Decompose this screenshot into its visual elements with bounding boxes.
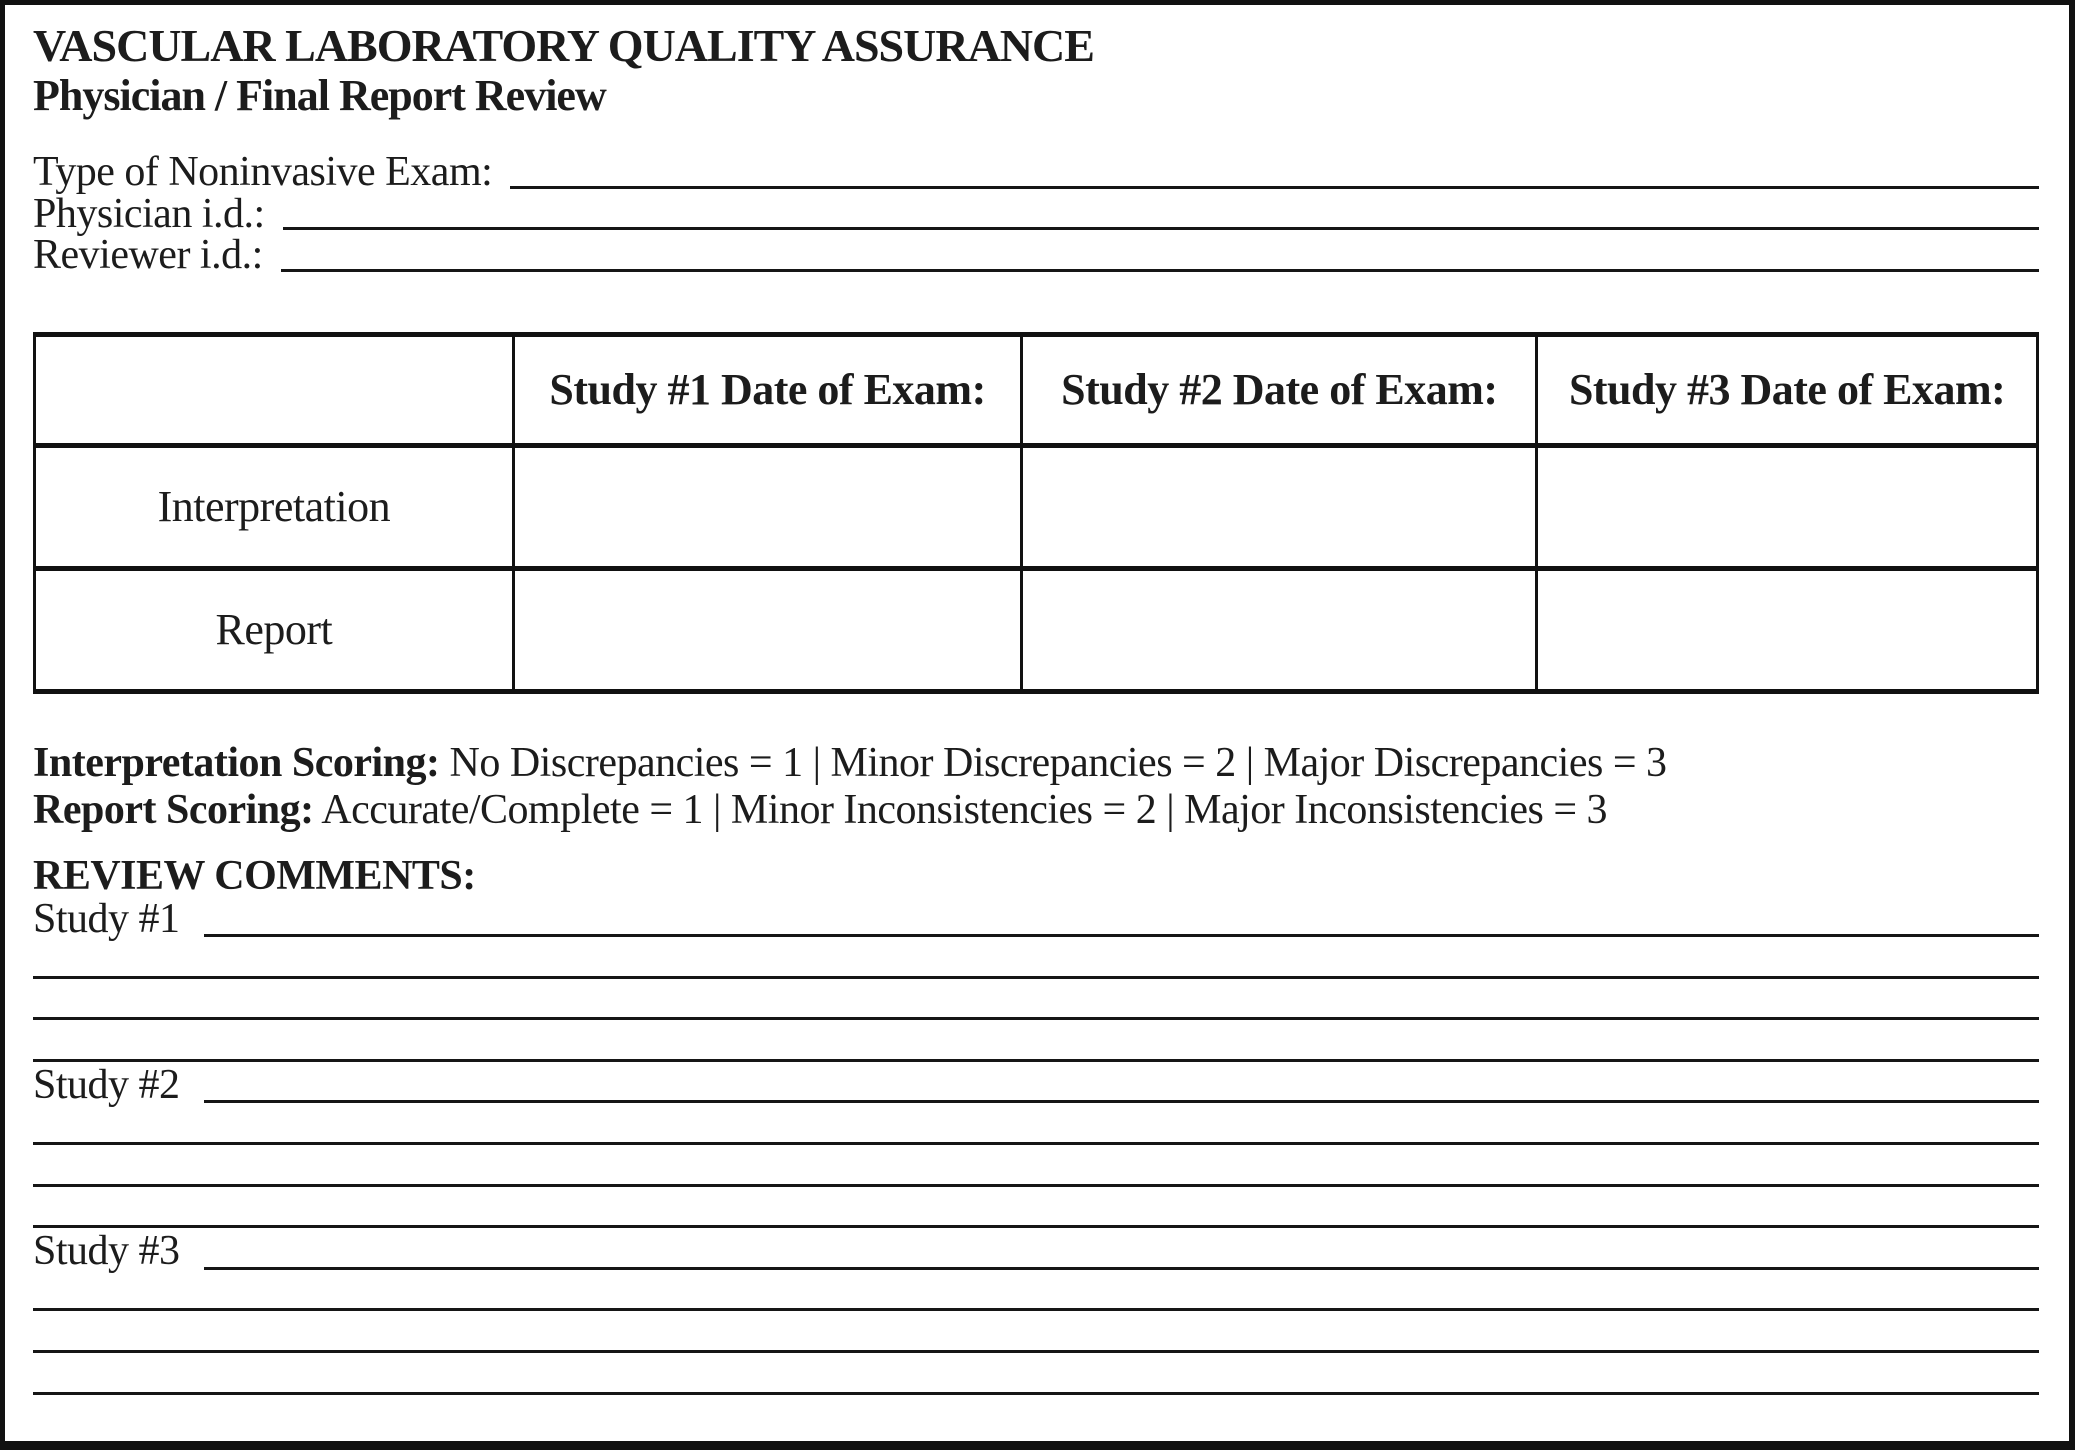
- reviewer-id-label: Reviewer i.d.:: [33, 232, 263, 278]
- study-1-label: Study #1: [33, 895, 180, 942]
- study-2-label: Study #2: [33, 1061, 180, 1108]
- review-comments-lines: [33, 896, 2039, 1395]
- review-comments-heading: REVIEW COMMENTS:: [33, 852, 476, 899]
- study-1-comment-line[interactable]: [33, 979, 2039, 1021]
- interpretation-scoring-line: [33, 740, 2039, 787]
- study-3-comment-line[interactable]: [33, 1270, 2039, 1312]
- study-1-comment-row: [33, 895, 2039, 942]
- study-2-comment-line[interactable]: [33, 1145, 2039, 1187]
- table-header-row: [35, 334, 2038, 445]
- scores-table: [33, 332, 2039, 694]
- report-scoring-text: Accurate/Complete = 1 | Minor Inconsistencies = 2 | Major Inconsistencies = 3: [313, 786, 1608, 833]
- interpretation-scoring-label: Interpretation Scoring:: [33, 739, 440, 786]
- field-row-physician-id: [33, 190, 2039, 237]
- study-2-comment-row: [33, 1061, 2039, 1108]
- study-3-comment-line[interactable]: [33, 1353, 2039, 1395]
- field-row-exam-type: [33, 151, 2039, 193]
- reviewer-id-input-line[interactable]: [281, 234, 2039, 272]
- physician-id-label: Physician i.d.:: [33, 190, 265, 237]
- study-2-comment-line[interactable]: [33, 1103, 2039, 1145]
- table-corner-cell: [35, 334, 514, 445]
- scoring-legend: [33, 740, 2039, 834]
- interpretation-study3-cell[interactable]: [1537, 445, 2038, 568]
- study-1-comment-line[interactable]: [33, 1020, 2039, 1062]
- exam-type-input-line[interactable]: [510, 151, 2039, 189]
- interpretation-study1-cell[interactable]: [513, 445, 1022, 568]
- study-1-comment-line[interactable]: [33, 937, 2039, 979]
- field-row-reviewer-id: [33, 234, 2039, 276]
- interpretation-scoring-text: No Discrepancies = 1 | Minor Discrepancies = 2 | Major Discrepancies = 3: [439, 739, 1667, 786]
- report-scoring-line: [33, 787, 2039, 834]
- table-header-study-1: Study #1 Date of Exam:: [513, 334, 1022, 445]
- table-header-study-3: Study #3 Date of Exam:: [1537, 334, 2038, 445]
- study-2-comment-line[interactable]: [204, 1062, 2039, 1104]
- row-label-interpretation: Interpretation: [35, 445, 514, 568]
- report-study3-cell[interactable]: [1537, 568, 2038, 691]
- table-row-report: [35, 568, 2038, 691]
- interpretation-study2-cell[interactable]: [1022, 445, 1537, 568]
- header-fields: [33, 151, 2039, 276]
- report-scoring-label: Report Scoring:: [33, 786, 314, 833]
- page-title: VASCULAR LABORATORY QUALITY ASSURANCE: [33, 20, 1094, 71]
- page-subtitle: Physician / Final Report Review: [33, 71, 606, 120]
- physician-id-input-line[interactable]: [283, 193, 2039, 231]
- report-study1-cell[interactable]: [513, 568, 1022, 691]
- study-2-comment-line[interactable]: [33, 1187, 2039, 1229]
- table-row-interpretation: [35, 445, 2038, 568]
- exam-type-label: Type of Noninvasive Exam:: [33, 149, 493, 195]
- row-label-report: Report: [35, 568, 514, 691]
- study-3-comment-row: [33, 1228, 2039, 1275]
- report-study2-cell[interactable]: [1022, 568, 1537, 691]
- study-3-comment-line[interactable]: [204, 1228, 2039, 1270]
- study-3-label: Study #3: [33, 1228, 180, 1275]
- study-3-comment-line[interactable]: [33, 1311, 2039, 1353]
- study-1-comment-line[interactable]: [204, 896, 2039, 938]
- table-header-study-2: Study #2 Date of Exam:: [1022, 334, 1537, 445]
